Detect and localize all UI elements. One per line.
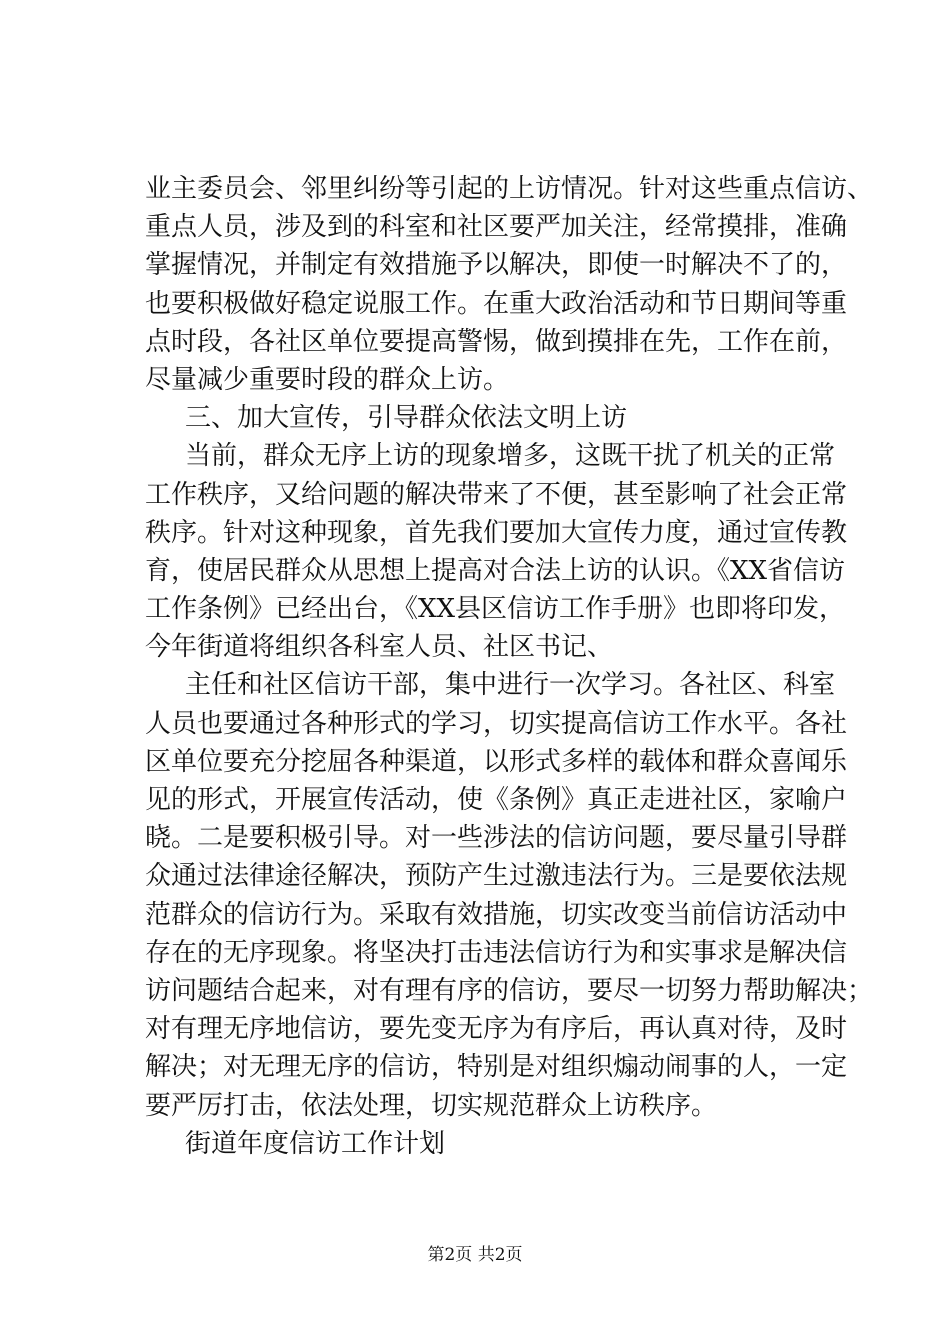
text-line: 重点人员，涉及到的科室和社区要严加关注，经常摸排，准确 — [145, 212, 848, 243]
text-line: 当前，群众无序上访的现象增多，这既干扰了机关的正常 — [185, 441, 836, 472]
section-heading: 三、加大宣传，引导群众依法文明上访 — [185, 403, 628, 434]
text-line: 点时段，各社区单位要提高警惕，做到摸排在先，工作在前， — [145, 326, 848, 357]
text-line: 访问题结合起来，对有理有序的信访，要尽一切努力帮助解决； — [145, 975, 874, 1006]
text-line: 工作秩序，又给问题的解决带来了不便，甚至影响了社会正常 — [145, 479, 848, 510]
text-line: 对有理无序地信访，要先变无序为有序后，再认真对待，及时 — [145, 1014, 848, 1045]
text-line: 晓。二是要积极引导。对一些涉法的信访问题，要尽量引导群 — [145, 823, 848, 854]
text-line: 人员也要通过各种形式的学习，切实提高信访工作水平。各社 — [145, 708, 848, 739]
text-line: 主任和社区信访干部，集中进行一次学习。各社区、科室 — [185, 670, 836, 701]
text-line: 业主委员会、邻里纠纷等引起的上访情况。针对这些重点信访、 — [145, 174, 874, 204]
text-line: 掌握情况，并制定有效措施予以解决，即使一时解决不了的， — [145, 250, 848, 281]
text-line: 育，使居民群众从思想上提高对合法上访的认识。《XX省信访 — [145, 555, 846, 586]
text-line: 也要积极做好稳定说服工作。在重大政治活动和节日期间等重 — [145, 288, 848, 319]
text-line: 要严厉打击，依法处理，切实规范群众上访秩序。 — [145, 1090, 718, 1121]
document-body — [145, 170, 874, 1163]
text-line: 众通过法律途径解决，预防产生过激违法行为。三是要依法规 — [145, 861, 848, 892]
text-line: 范群众的信访行为。采取有效措施，切实改变当前信访活动中 — [145, 899, 848, 930]
page-footer: 第2页 共2页 — [427, 1245, 523, 1265]
document-title-line: 街道年度信访工作计划 — [185, 1128, 446, 1159]
text-line: 解决；对无理无序的信访，特别是对组织煽动闹事的人，一定 — [145, 1052, 848, 1083]
text-line: 见的形式，开展宣传活动，使《条例》真正走进社区，家喻户 — [145, 785, 848, 815]
text-line: 秩序。针对这种现象，首先我们要加大宣传力度，通过宣传教 — [145, 517, 848, 548]
text-line: 今年街道将组织各科室人员、社区书记、 — [145, 632, 614, 663]
text-line: 工作条例》已经出台，《XX县区信访工作手册》也即将印发， — [145, 594, 846, 625]
text-line: 区单位要充分挖屈各种渠道，以形式多样的载体和群众喜闻乐 — [145, 746, 848, 777]
text-line: 存在的无序现象。将坚决打击违法信访行为和实事求是解决信 — [145, 937, 848, 968]
text-line: 尽量减少重要时段的群众上访。 — [145, 364, 510, 395]
